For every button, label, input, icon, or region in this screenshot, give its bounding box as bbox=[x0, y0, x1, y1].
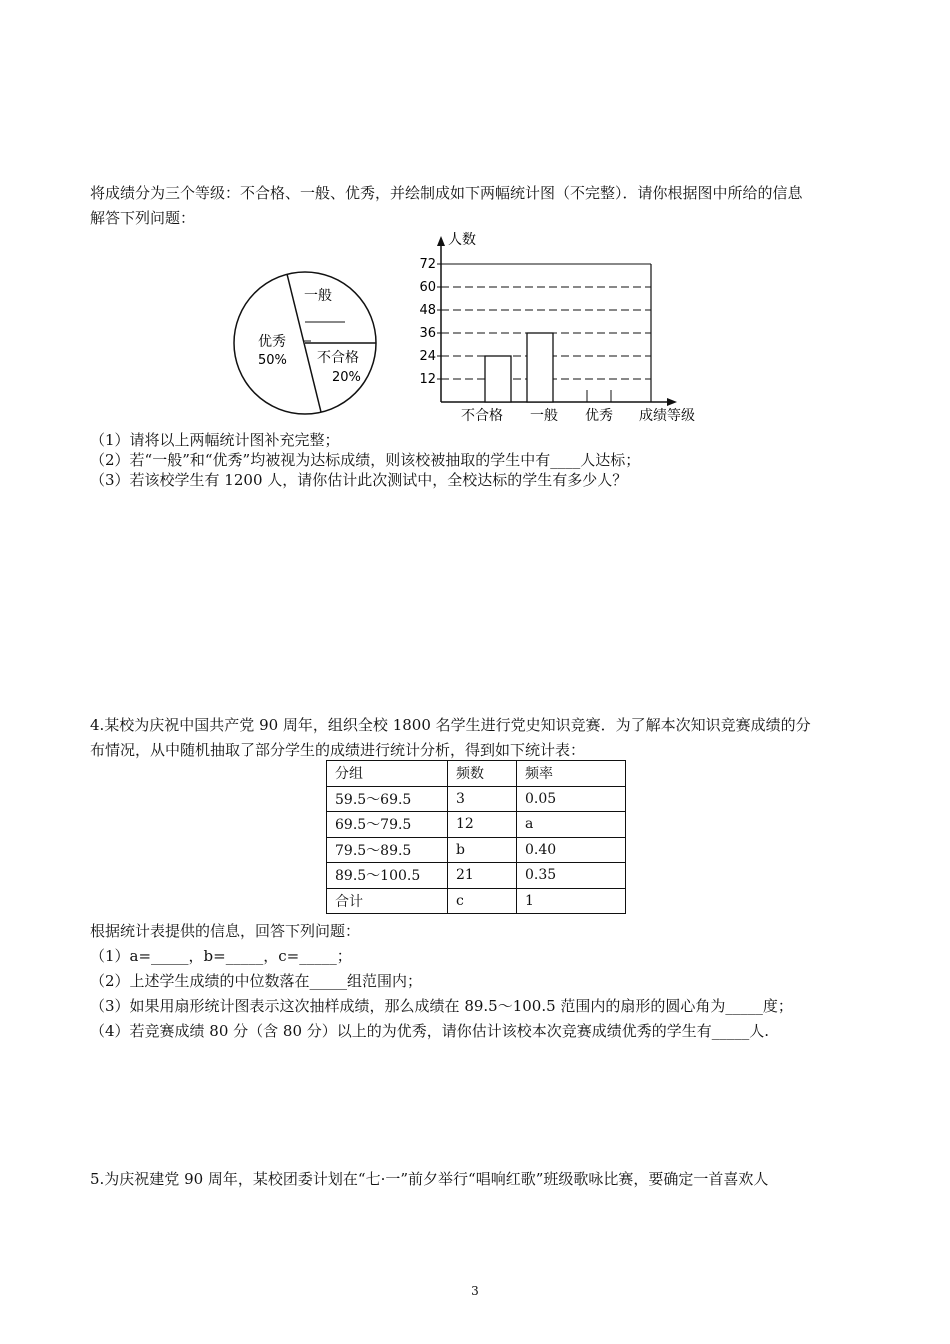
y-axis-arrow bbox=[437, 236, 445, 246]
table-cell: 89.5～100.5 bbox=[327, 863, 448, 889]
table-cell: 合计 bbox=[327, 888, 448, 914]
x-axis-arrow bbox=[667, 398, 677, 406]
x-category-label: 优秀 bbox=[585, 408, 613, 424]
table-cell: 0.35 bbox=[517, 863, 626, 889]
y-tick-label: 12 bbox=[419, 372, 436, 387]
pie-label-fail: 不合格 bbox=[317, 350, 359, 366]
x-category-label: 一般 bbox=[530, 408, 558, 424]
q4-sub-3: （3）如果用扇形统计图表示这次抽样成绩，那么成绩在 89.5～100.5 范围内的扇形的圆心角为_____度； bbox=[90, 997, 793, 1015]
q3-part-1: （1）请将以上两幅统计图补充完整； bbox=[90, 431, 340, 449]
x-category-label: 不合格 bbox=[461, 408, 503, 424]
q4-sub-2: （2）上述学生成绩的中位数落在_____组范围内； bbox=[90, 972, 423, 990]
page-number: 3 bbox=[471, 1284, 479, 1298]
q4-line-1: 4.某校为庆祝中国共产党 90 周年，组织全校 1800 名学生进行党史知识竞赛．为了解本次知识竞赛成绩的分 bbox=[90, 716, 811, 734]
table-header-cell: 频率 bbox=[517, 761, 626, 787]
y-axis-label: 人数 bbox=[448, 232, 476, 248]
bar bbox=[485, 356, 511, 402]
table-row bbox=[327, 837, 626, 863]
statistics-figures bbox=[225, 228, 745, 428]
pie-label-excellent: 优秀 bbox=[258, 334, 286, 350]
y-tick-label: 36 bbox=[419, 326, 436, 341]
q5-line-1: 5.为庆祝建党 90 周年，某校团委计划在“七·一”前夕举行“唱响红歌”班级歌咏比赛，要确定一首喜欢人 bbox=[90, 1170, 769, 1188]
pie-chart bbox=[234, 272, 376, 414]
table-row bbox=[327, 888, 626, 914]
pie-value-excellent: 50% bbox=[258, 353, 287, 368]
bar-chart bbox=[419, 231, 695, 424]
q3-part-2 bbox=[90, 449, 640, 470]
q3-part-2-blank: ____ bbox=[550, 451, 581, 469]
table-header-cell: 频数 bbox=[448, 761, 517, 787]
table-cell: 0.05 bbox=[517, 786, 626, 812]
bar bbox=[527, 333, 553, 402]
table-cell: a bbox=[517, 812, 626, 838]
table-row bbox=[327, 812, 626, 838]
table-cell: 69.5～79.5 bbox=[327, 812, 448, 838]
q3-part-3: （3）若该校学生有 1200 人，请你估计此次测试中，全校达标的学生有多少人？ bbox=[90, 471, 628, 489]
q4-line-2: 布情况，从中随机抽取了部分学生的成绩进行统计分析，得到如下统计表： bbox=[90, 741, 586, 759]
y-tick-label: 60 bbox=[419, 280, 436, 295]
table-row bbox=[327, 786, 626, 812]
frequency-table bbox=[326, 760, 626, 914]
q3-part-2-text-a: （2）若“一般”和“优秀”均被视为达标成绩，则该校被抽取的学生中有 bbox=[90, 451, 551, 469]
x-axis-label: 成绩等级 bbox=[639, 408, 695, 424]
table-cell: 79.5～89.5 bbox=[327, 837, 448, 863]
q4-sub-4: （4）若竞赛成绩 80 分（含 80 分）以上的为优秀，请你估计该校本次竞赛成绩优秀的学生有_____人. bbox=[90, 1022, 770, 1040]
table-header-row bbox=[327, 761, 626, 787]
intro-line-2: 解答下列问题： bbox=[90, 209, 196, 227]
pie-label-general: 一般 bbox=[304, 288, 332, 304]
table-cell: 21 bbox=[448, 863, 517, 889]
table-cell: 12 bbox=[448, 812, 517, 838]
table-cell: c bbox=[448, 888, 517, 914]
table-cell: 1 bbox=[517, 888, 626, 914]
table-cell: 3 bbox=[448, 786, 517, 812]
table-header-cell: 分组 bbox=[327, 761, 448, 787]
table-cell: b bbox=[448, 837, 517, 863]
pie-value-fail: 20% bbox=[332, 370, 361, 385]
y-tick-label: 24 bbox=[419, 349, 436, 364]
q4-after-table: 根据统计表提供的信息，回答下列问题： bbox=[90, 922, 361, 940]
intro-line-1: 将成绩分为三个等级：不合格、一般、优秀，并绘制成如下两幅统计图（不完整）．请你根据图中所给的信息 bbox=[90, 184, 803, 202]
table-cell: 0.40 bbox=[517, 837, 626, 863]
y-tick-label: 72 bbox=[419, 257, 436, 272]
y-tick-label: 48 bbox=[419, 303, 436, 318]
q3-part-2-text-b: 人达标； bbox=[580, 451, 641, 469]
table-cell: 59.5～69.5 bbox=[327, 786, 448, 812]
q4-sub-1: （1）a=_____，b=_____，c=_____； bbox=[90, 947, 352, 965]
table-row bbox=[327, 863, 626, 889]
